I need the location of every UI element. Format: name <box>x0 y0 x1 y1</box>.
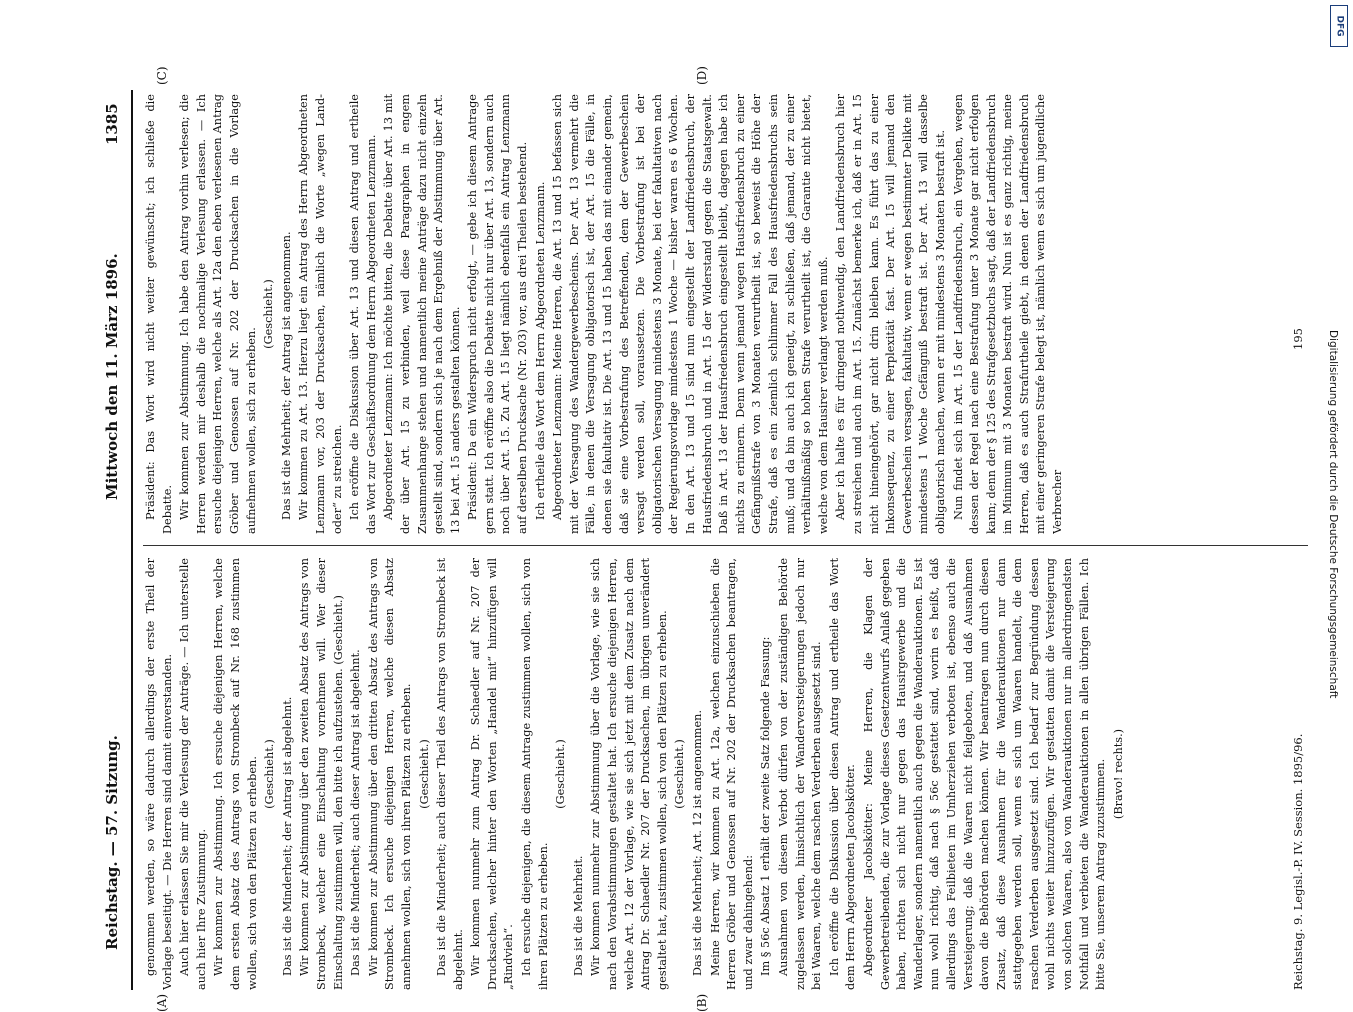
paragraph: Aber ich halte es für dringend nothwendig, den Landfriedensbruch hier zu streichen und auch im Art. 15. Zunächst bemerke ich, daß er in Art. 15 nicht hineingehört, gar nicht drin bleiben kann. Es führt das zu einer Inkonsequenz, zu einer Perplexität fast. Der Art. 15 will jemand den Gewerbeschein versagen, fakultativ, wenn er wegen bestimmter Delikte mit mindestens 1 Woche Gefängniß bestraft ist. Der Art. 13 will dasselbe obligatorisch machen, wenn er mit mindestens 3 Monaten bestraft ist. <box>834 94 947 534</box>
margin-mark-a: (A) <box>155 993 169 1012</box>
margin-mark-b: (B) <box>695 993 709 1012</box>
paragraph: Abgeordneter Jacobskötter: Meine Herren, die Klagen der Gewerbetreibenden, die zur Vorlage dieses Gesetzentwurfs Anlaß gegeben haben, richten sich nicht nur gegen das Hausirgewerbe und die Wanderlager, sondern namentlich auch gegen die Wanderauktionen. Es ist nun wohl richtig, daß nach § 56c gestattet sind, worin es heißt, daß allerdings das Feilbieten im Umherziehen verboten ist, ebenso auch die Versteigerung; daß die Waaren nicht feilgeboten, und daß Ausnahmen davon die Behörden machen können. Wir beantragen nun durch diesen Zusatz, daß diese Ausnahmen für die Wanderauktionen nur dann stattgegeben werden soll, wenn es sich um Waaren handelt, die dem raschen Verderben ausgesetzt sind. Ich bedarf zur Begründung dessen wohl nichts weiter hinzuzufügen. Wir gestatten damit die Versteigerung von solchen Waaren, also von Wanderauktionen nur im allerdringendsten Nothfall und verbieten die Wanderauktionen in allen übrigen Fällen. Ich bitte Sie, unserem Antrag zuzustimmen. <box>861 558 1108 990</box>
paragraph: Das ist die Minderheit; auch dieser Antrag ist abgelehnt. <box>349 649 363 976</box>
paragraph: Ich eröffne die Diskussion über diesen Antrag und ertheile das Wort dem Herrn Abgeordneten Jacobskötter. <box>827 558 858 990</box>
paragraph: Nun findet sich im Art. 15 der Landfriedensbruch, ein Vergehen, wegen dessen der Regel nach eine Bestrafung unter 3 Monate gar nicht erfolgen kann; denn der § 125 des Strafgesetzbuchs sagt, daß der Landfriedensbruch im Minimum mit 3 Monaten bestraft wird. Nun ist es ganz richtig, meine Herren, daß es auch Strafurtheile giebt, in denen der Landfriedensbruch mit einer geringeren Strafe belegt ist, nämlich wenn es sich um jugendliche Verbrecher <box>951 94 1065 534</box>
right-column <box>143 94 1283 534</box>
digitization-note-text: Digitalisierung gefördert durch die Deutsche Forschungsgemeinschaft <box>1327 330 1339 699</box>
header-left: Reichstag. — 57. Sitzung. <box>103 735 121 950</box>
paragraph: Das ist die Mehrheit; der Antrag ist angenommen. <box>279 231 293 520</box>
paragraph: Präsident: Da ein Widerspruch nicht erfolgt, — gebe ich diesem Antrage gern statt. Ich eröffne also die Debatte nicht nur über Art. 13, sondern auch noch über Art. 15. Zu Art. 15 liegt nämlich ebenfalls ein Antrag Lenzmann auf derselben Drucksache (Nr. 203) vor, aus drei Theilen bestehend. <box>466 94 530 534</box>
paragraph: Abgeordneter Lenzmann: Ich möchte bitten, die Debatte über Art. 13 mit der über Art. 15 zu verbinden, weil diese Paragraphen in engem Zusammenhange stehen und namentlich meine Anträge dazu nicht einzeln gestellt sind, sondern sich je nach dem Ergebniß der Abstimmung über Art. 13 bei Art. 15 anders gestalten können. <box>382 94 462 534</box>
page-header <box>95 90 131 990</box>
paragraph: Wir kommen zur Abstimmung über den dritten Absatz des Antrags von Strombeck. Ich ersuche diejenigen Herren, welche diesen Absatz annehmen wollen, sich von ihren Plätzen zu erheben. <box>366 558 413 990</box>
paragraph: genommen werden, so wäre dadurch allerdings der erste Theil der Vorlage beseitigt. — Die Herren sind damit einverstanden. <box>144 558 174 990</box>
left-footer: Reichstag. 9. Legisl.-P. IV. Session. 1895/96. <box>1291 733 1305 990</box>
paragraph: Das ist die Minderheit; der Antrag ist abgelehnt. <box>280 696 294 976</box>
paragraph: Wir kommen zur Abstimmung. Ich habe den Antrag vorhin verlesen; die Herren werden mir deshalb die nochmalige Verlesung erlassen. — Ich ersuche diejenigen Herren, welche als Art. 12a den eben verlesenen Antrag Gröber und Genossen auf Nr. 202 der Drucksachen in die Vorlage aufnehmen wollen, sich zu erheben. <box>178 94 258 534</box>
paragraph: Abgeordneter Lenzmann: Meine Herren, die Art. 13 und 15 befassen sich mit der Versagung des Wandergewerbescheins. Der Art. 13 vermehrt die Fälle, in denen die Versagung obligatorisch ist, der Art. 15 die Fälle, in denen sie fakultativ ist. Die Art. 13 und 15 haben das mit einander gemein, daß sie eine Vorbestrafung des Betreffenden, dem der Gewerbeschein versagt werden soll, voraussetzen. Die Vorbestrafung ist bei der obligatorischen Versagung mindestens 3 Monate, bei der fakultativen nach der Regierungsvorlage mindestens 1 Woche — bisher waren es 6 Wochen. In den Art. 13 und 15 sind nun eingestellt der Landfriedensbruch, der Hausfriedensbruch und in Art. 15 der Widerstand gegen die Staatsgewalt. Daß in Art. 13 der Hausfriedensbruch eingestellt bleibt, dagegen habe ich nichts zu erinnern. Denn wenn jemand wegen Hausfriedensbruch zu einer Gefängnißstrafe von 3 Monaten verurtheilt ist, so beweist die Höhe der Strafe, daß es ein ziemlich schlimmer Fall des Hausfriedensbruchs sein muß; und da bin auch ich geneigt, zu schließen, daß jemand, der zu einer verhältnißmäßig so hohen Strafe verurtheilt ist, die Garantie nicht bietet, welche von dem Hausirer verlangt werden muß. <box>551 94 830 534</box>
paragraph: Präsident: Das Wort wird nicht weiter gewünscht; ich schließe die Debatte. <box>144 94 174 534</box>
paragraph: Wir kommen zur Abstimmung. Ich ersuche diejenigen Herren, welche dem ersten Absatz des Antrags von Strombeck auf Nr. 168 zustimmen wollen, sich von den Plätzen zu erheben. <box>212 558 259 990</box>
paragraph: Wir kommen zu Art. 13. Hierzu liegt ein Antrag des Herrn Abgeordneten Lenzmann vor, 203 der Drucksachen, nämlich die Worte „wegen Land- oder“ zu streichen. <box>297 94 344 534</box>
paragraph: Ich ertheile das Wort dem Herrn Abgeordneten Lenzmann. <box>533 181 547 520</box>
dfg-logo-text: DFG <box>1334 15 1345 37</box>
paragraph: Wir kommen nunmehr zur Abstimmung über die Vorlage, wie sie sich nach den Vorabstimmungen gestaltet hat. Ich ersuche diejenigen Herren, welche Art. 12 der Vorlage, wie sie sich jetzt mit dem Zusatz nach dem Antrag Dr. Schaedler Nr. 207 der Drucksachen, im übrigen unverändert gestaltet hat, zustimmen wollen, sich von den Plätzen zu erheben. <box>589 558 669 990</box>
paragraph: Das ist die Mehrheit; Art. 12 ist angenommen. <box>691 709 704 976</box>
paragraph: (Geschieht.) <box>417 739 431 809</box>
page-number: 1385 <box>103 103 121 145</box>
paragraph: Ausnahmen von diesem Verbot dürfen von der zuständigen Behörde zugelassen werden, hinsichtlich der Wanderversteigerungen jedoch nur bei Waaren, welche dem raschen Verderben ausgesetzt sind. <box>776 558 824 990</box>
paragraph: Das ist die Minderheit; auch dieser Theil des Antrags von Strombeck ist abgelehnt. <box>435 558 465 990</box>
digitization-note <box>1325 330 1341 985</box>
paragraph: (Geschieht.) <box>554 739 568 809</box>
column-divider <box>143 545 1308 546</box>
left-column <box>143 558 1283 990</box>
rotated-document-page <box>95 66 1320 1012</box>
paragraph: (Geschieht.) <box>262 279 276 349</box>
paragraph: Wir kommen zur Abstimmung über den zweiten Absatz des Antrags von Strombeck, welcher eine Einschaltung vornehmen will. Wer dieser Einschaltung zustimmen will, den bitte ich aufzustehen. (Geschieht.) <box>298 558 345 990</box>
paragraph: (Geschieht.) <box>263 739 277 809</box>
paragraph: (Geschieht.) <box>673 739 687 809</box>
paragraph: Im § 56c Absatz 1 erhält der zweite Satz folgende Fassung: <box>759 636 773 976</box>
paragraph: Wir kommen nunmehr zum Antrag Dr. Schaedler auf Nr. 207 der Drucksachen, welcher hinter den Worten „Handel mit“ hinzufügen will „Rindvieh“. <box>469 558 516 990</box>
paragraph: Ich eröffne die Diskussion über Art. 13 und diesen Antrag und ertheile das Wort zur Geschäftsordnung dem Herrn Abgeordneten Lenzmann. <box>348 94 378 534</box>
right-footer-number: 195 <box>1291 328 1305 350</box>
paragraph: Ich ersuche diejenigen, die diesem Antrage zustimmen wollen, sich von ihren Plätzen zu erheben. <box>520 558 550 990</box>
header-date: Mittwoch den 11. März 1896. <box>103 253 121 500</box>
dfg-logo <box>1330 5 1348 47</box>
margin-mark-c: (C) <box>155 66 169 85</box>
paragraph: Das ist die Mehrheit. <box>571 855 585 976</box>
paragraph: Meine Herren, wir kommen zu Art. 12a, welchen einzuschieben die Herren Gröber und Genossen auf Nr. 202 der Drucksachen beantragen, und zwar dahingehend: <box>708 558 755 990</box>
paragraph: (Bravo! rechts.) <box>1111 728 1125 820</box>
margin-mark-d: (D) <box>695 66 709 85</box>
paragraph: Auch hier erlassen Sie mir die Verlesung der Anträge. — Ich unterstelle auch hier Ihre Zustimmung. <box>178 558 208 990</box>
header-rule <box>131 90 133 990</box>
